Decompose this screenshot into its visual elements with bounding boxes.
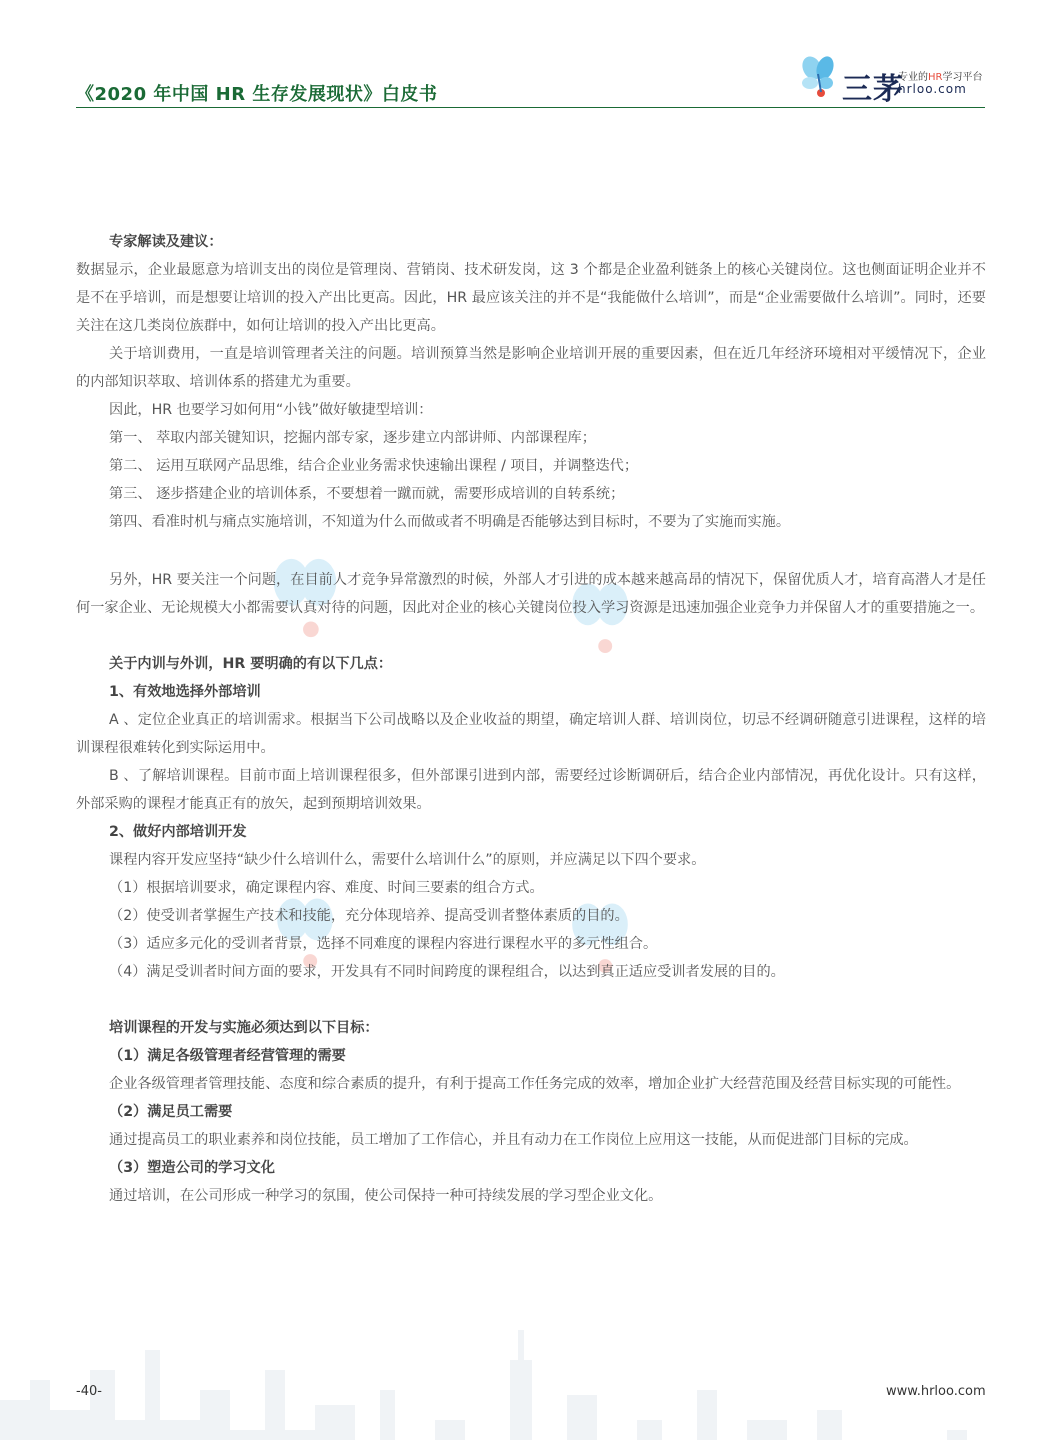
footer-url[interactable]: www.hrloo.com — [886, 1384, 986, 1399]
paragraph-2: 关于培训费用，一直是培训管理者关注的问题。培训预算当然是影响企业培训开展的重要因素，但在近几年经济环境相对平缓情况下，企业的内部知识萃取、培训体系的搭建尤为重要。 — [76, 346, 986, 390]
document-body — [76, 228, 986, 1210]
step-item: 第四、看准时机与痛点实施培训，不知道为什么而做或者不明确是否能够达到目标时，不要为了实施而实施。 — [109, 514, 791, 530]
city-skyline-decoration — [0, 1290, 1062, 1440]
logo-tag-hr: HR — [928, 72, 943, 83]
dragonfly-icon — [798, 56, 840, 102]
subheading-external: 1、有效地选择外部培训 — [109, 684, 261, 700]
hrloo-logo[interactable] — [798, 56, 988, 107]
goal-2-title: （2）满足员工需要 — [109, 1104, 233, 1120]
step-item: 第二、 运用互联网产品思维，结合企业业务需求快速输出课程 / 项目，并调整迭代； — [109, 458, 639, 474]
goal-3-text: 通过培训，在公司形成一种学习的氛围，使公司保持一种可持续发展的学习型企业文化。 — [109, 1188, 663, 1204]
requirement-item: （2）使受训者掌握生产技术和技能，充分体现培养、提高受训者整体素质的目的。 — [109, 908, 629, 924]
item-a: A 、定位企业真正的培训需求。根据当下公司战略以及企业收益的期望，确定培训人群、培训岗位，切忌不经调研随意引进课程，这样的培训课程很难转化到实际运用中。 — [76, 712, 986, 756]
expert-heading: 专家解读及建议： — [109, 234, 223, 250]
paragraph-1 — [76, 256, 986, 340]
requirement-item: （3）适应多元化的受训者背景，选择不同难度的课程内容进行课程水平的多元性组合。 — [109, 936, 658, 952]
item-b: B 、了解培训课程。目前市面上培训课程很多，但外部课引进到内部，需要经过诊断调研后，结合企业内部情况，再优化设计。只有这样，外部采购的课程才能真正有的放矢，起到预期培训效果。 — [76, 768, 986, 812]
logo-tag-post: 学习平台 — [942, 72, 983, 83]
logo-tagline — [898, 68, 982, 83]
subheading-internal: 2、做好内部培训开发 — [109, 824, 247, 840]
goal-1-text: 企业各级管理者管理技能、态度和综合素质的提升，有利于提高工作任务完成的效率，增加企业扩大经营范围及经营目标实现的可能性。 — [109, 1076, 961, 1092]
logo-name: 三茅 — [842, 72, 904, 107]
inout-heading: 关于内训与外训，HR 要明确的有以下几点： — [109, 656, 393, 672]
paragraph-3: 因此，HR 也要学习如何用“小钱”做好敏捷型培训： — [109, 402, 433, 418]
logo-tag-pre: 专业的 — [898, 72, 928, 83]
goal-2-text: 通过提高员工的职业素养和岗位技能，员工增加了工作信心，并且有动力在工作岗位上应用这一技能，从而促进部门目标的完成。 — [109, 1132, 918, 1148]
document-title: 《2020 年中国 HR 生存发展现状》白皮书 — [76, 84, 438, 105]
logo-url: hrloo.com — [898, 82, 967, 96]
requirement-item: （1）根据培训要求，确定课程内容、难度、时间三要素的组合方式。 — [109, 880, 544, 896]
goal-3-title: （3）塑造公司的学习文化 — [109, 1160, 275, 1176]
paragraph-1-text: 数据显示，企业最愿意为培训支出的岗位是管理岗、营销岗、技术研发岗，这 3 个都是企业盈利链条上的核心关键岗位。这也侧面证明企业并不是不在乎培训，而是想要让培训的投入产出比更高。因此，HR 最应该关注的并不是“我能做什么培训”，而是“企业需要做什么培训”。同时，还要关注在这几类岗位族群中，如何让培训的投入产出比更高。 — [76, 262, 986, 334]
step-item: 第一、 萃取内部关键知识，挖掘内部专家，逐步建立内部讲师、内部课程库； — [109, 430, 596, 446]
paragraph-4: 另外，HR 要关注一个问题，在目前人才竞争异常激烈的时候，外部人才引进的成本越来越高昂的情况下，保留优质人才，培育高潜人才是任何一家企业、无论规模大小都需要认真对待的问题，因此对企业的核心关键岗位投入学习资源是迅速加强企业竞争力并保留人才的重要措施之一。 — [76, 572, 986, 616]
goals-heading: 培训课程的开发与实施必须达到以下目标： — [109, 1020, 379, 1036]
requirement-item: （4）满足受训者时间方面的要求，开发具有不同时间跨度的课程组合，以达到真正适应受训者发展的目的。 — [109, 964, 785, 980]
page-number: -40- — [76, 1384, 102, 1399]
paragraph-5: 课程内容开发应坚持“缺少什么培训什么，需要什么培训什么”的原则，并应满足以下四个要求。 — [109, 852, 706, 868]
goal-1-title: （1）满足各级管理者经营管理的需要 — [109, 1048, 346, 1064]
step-item: 第三、 逐步搭建企业的培训体系，不要想着一蹴而就，需要形成培训的自转系统； — [109, 486, 625, 502]
